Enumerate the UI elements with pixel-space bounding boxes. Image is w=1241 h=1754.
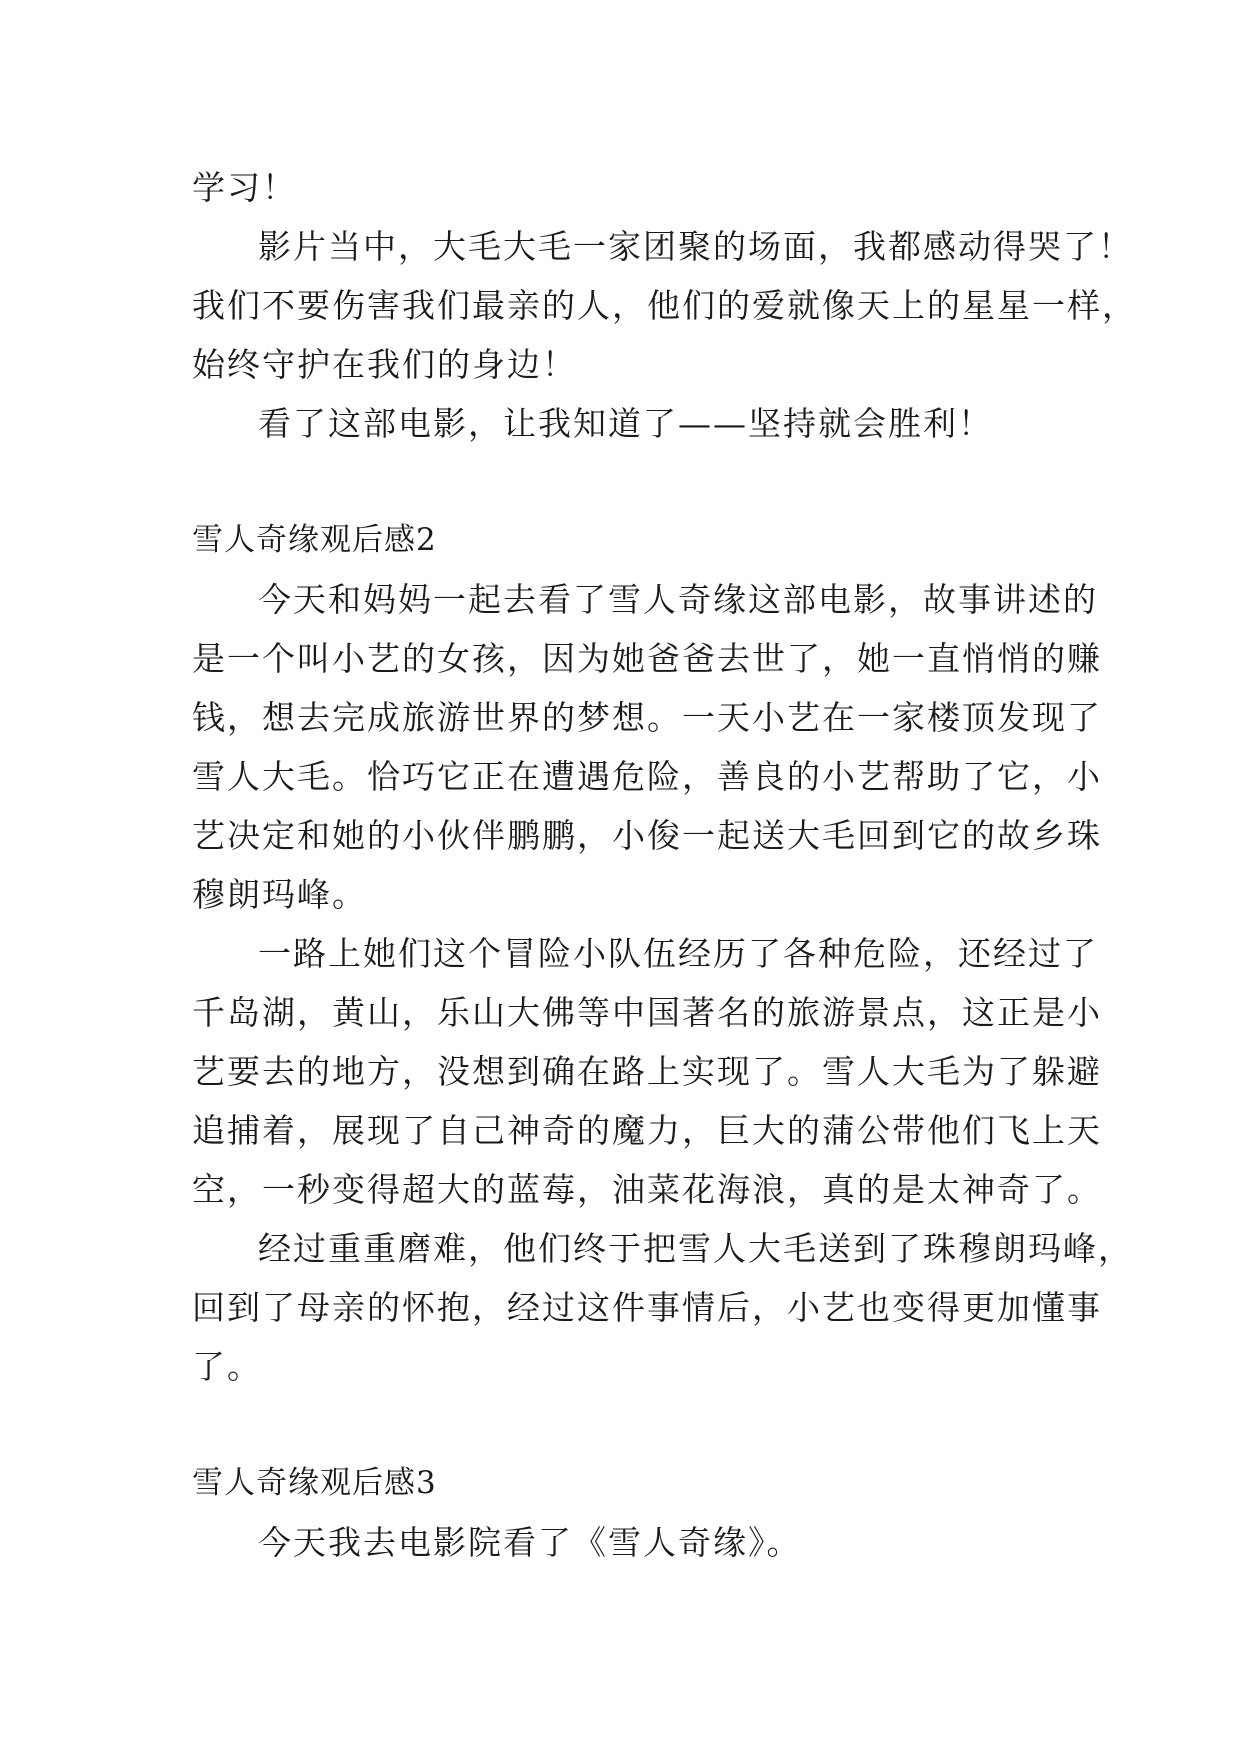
paragraph-line: 经过重重磨难，他们终于把雪人大毛送到了珠穆朗玛峰， <box>258 1229 1133 1268</box>
paragraph-line: 今天和妈妈一起去看了雪人奇缘这部电影，故事讲述的 <box>258 580 1098 619</box>
text-line: 学习！ <box>192 168 297 207</box>
paragraph-line: 一路上她们这个冒险小队伍经历了各种危险，还经过了 <box>258 934 1098 973</box>
section-gap <box>192 1396 1092 1454</box>
text-line: 追捕着，展现了自己神奇的魔力，巨大的蒲公带他们飞上天 <box>192 1111 1102 1150</box>
document-page <box>192 158 1137 1572</box>
text-line: 我们不要伤害我们最亲的人，他们的爱就像天上的星星一样， <box>192 286 1137 325</box>
paragraph-line: 看了这部电影，让我知道了——坚持就会胜利！ <box>258 404 993 443</box>
text-line: 艺要去的地方，没想到确在路上实现了。雪人大毛为了躲避 <box>192 1052 1102 1091</box>
text-line: 回到了母亲的怀抱，经过这件事情后，小艺也变得更加懂事 <box>192 1288 1102 1327</box>
text-line: 钱，想去完成旅游世界的梦想。一天小艺在一家楼顶发现了 <box>192 698 1102 737</box>
section-heading: 雪人奇缘观后感2 <box>192 522 437 558</box>
paragraph-line: 今天我去电影院看了《雪人奇缘》。 <box>258 1523 802 1562</box>
paragraph-line: 影片当中，大毛大毛一家团聚的场面，我都感动得哭了！ <box>258 227 1133 266</box>
section-gap <box>192 453 1092 511</box>
text-line: 是一个叫小艺的女孩，因为她爸爸去世了，她一直悄悄的赚 <box>192 639 1102 678</box>
text-line: 了。 <box>192 1347 262 1386</box>
text-line: 始终守护在我们的身边！ <box>192 345 577 384</box>
text-line: 空，一秒变得超大的蓝莓，油菜花海浪，真的是太神奇了。 <box>192 1170 1102 1209</box>
text-line: 千岛湖，黄山，乐山大佛等中国著名的旅游景点，这正是小 <box>192 993 1102 1032</box>
text-line: 艺决定和她的小伙伴鹏鹏，小俊一起送大毛回到它的故乡珠 <box>192 816 1102 855</box>
text-line: 雪人大毛。恰巧它正在遭遇危险，善良的小艺帮助了它，小 <box>192 757 1102 796</box>
section-heading: 雪人奇缘观后感3 <box>192 1465 437 1501</box>
text-line: 穆朗玛峰。 <box>192 875 367 914</box>
